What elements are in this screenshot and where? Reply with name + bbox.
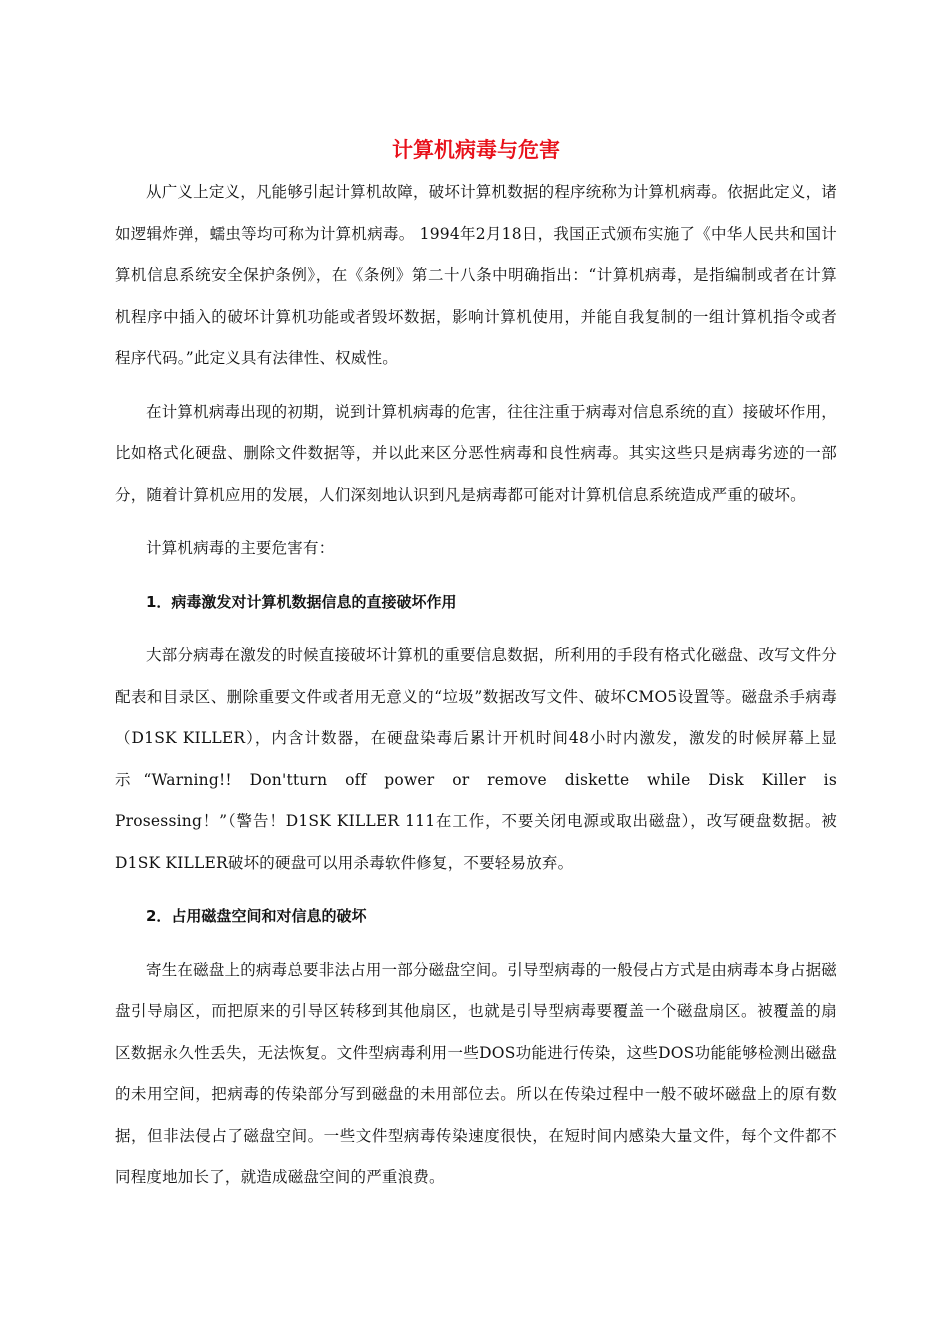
paragraph-definition: 从广义上定义，凡能够引起计算机故障，破坏计算机数据的程序统称为计算机病毒。依据此定义，诸如逻辑炸弹，蠕虫等均可称为计算机病毒。 1994年2月18日，我国正式颁布实施了《中华人民共和国计算机信息系统安全保护条例》，在《条例》第二十八条中明确指出：“计算机病毒，是指编制或者在计算机程序中插入的破坏计算机功能或者毁坏数据，影响计算机使用，并能自我复制的一组计算机指令或者程序代码。”此定义具有法律性、权威性。 (115, 183, 837, 367)
document-page (115, 130, 837, 1211)
section-heading-1: 1．病毒激发对计算机数据信息的直接破坏作用 (146, 592, 457, 611)
section-heading-2: 2．占用磁盘空间和对信息的破坏 (146, 907, 367, 925)
paragraph-early-harm: 在计算机病毒出现的初期，说到计算机病毒的危害，往往注重于病毒对信息系统的直）接破坏作用，比如格式化硬盘、删除文件数据等，并以此来区分恶性病毒和良性病毒。其实这些只是病毒劣迹的一部分，随着计算机应用的发展，人们深刻地认识到凡是病毒都可能对计算机信息系统造成严重的破坏。 (115, 402, 837, 504)
paragraph-direct-damage: 大部分病毒在激发的时候直接破坏计算机的重要信息数据，所利用的手段有格式化磁盘、改写文件分配表和目录区、删除重要文件或者用无意义的“垃圾”数据改写文件、破坏CMO5设置等。磁盘杀手病毒（D1SK KILLER），内含计数器，在硬盘染毒后累计开机时间48小时内激发，激发的时候屏幕上显示“Warning!! Don'tturn off power or remove diskette while Disk Killer is Prosessing！”（警告！D1SK KILLER 111在工作，不要关闭电源或取出磁盘），改写硬盘数据。被D1SK KILLER破坏的硬盘可以用杀毒软件修复，不要轻易放弃。 (115, 646, 837, 872)
paragraph-disk-space: 寄生在磁盘上的病毒总要非法占用一部分磁盘空间。引导型病毒的一般侵占方式是由病毒本身占据磁盘引导扇区，而把原来的引导区转移到其他扇区，也就是引导型病毒要覆盖一个磁盘扇区。被覆盖的扇区数据永久性丢失，无法恢复。文件型病毒利用一些DOS功能进行传染，这些DOS功能能够检测出磁盘的未用空间，把病毒的传染部分写到磁盘的未用部位去。所以在传染过程中一般不破坏磁盘上的原有数据，但非法侵占了磁盘空间。一些文件型病毒传染速度很快，在短时间内感染大量文件，每个文件都不同程度地加长了，就造成磁盘空间的严重浪费。 (115, 960, 837, 1186)
paragraph-main-harms-intro: 计算机病毒的主要危害有： (146, 539, 335, 557)
page-title: 计算机病毒与危害 (392, 138, 560, 162)
